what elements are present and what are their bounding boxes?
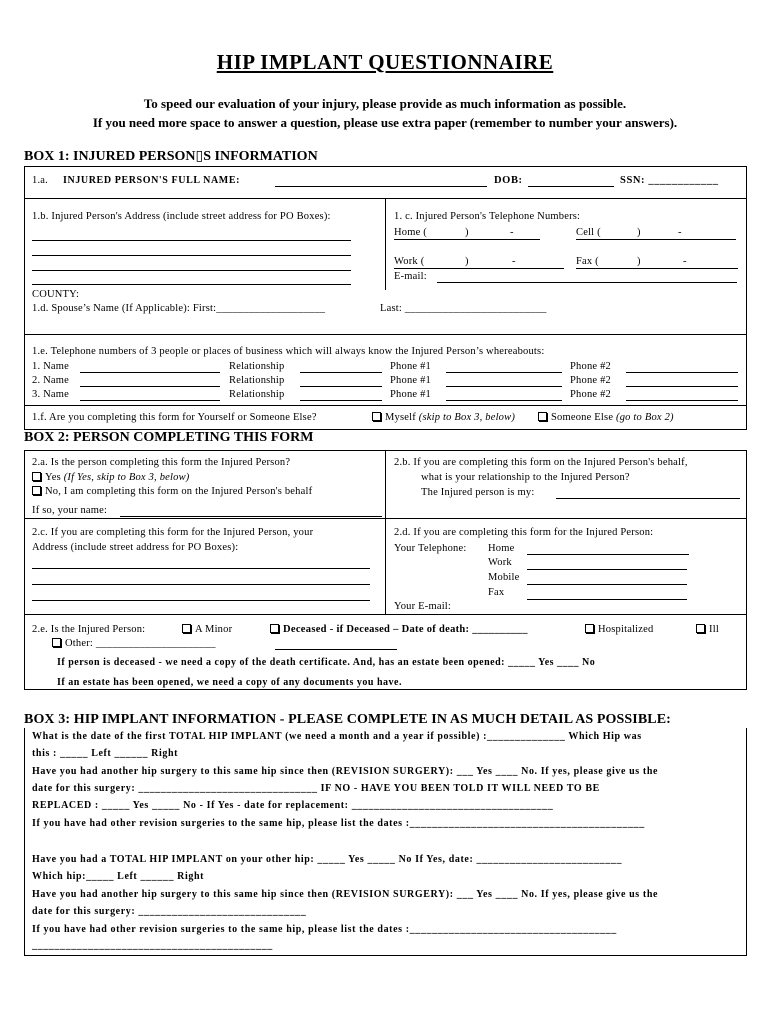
estate-note: If an estate has been opened, we need a copy of any documents you have. bbox=[57, 677, 402, 688]
other-label: Other: ______________________ bbox=[65, 638, 216, 649]
box3-heading: BOX 3: HIP IMPLANT INFORMATION - PLEASE COMPLETE IN AS MUCH DETAIL AS POSSIBLE: bbox=[24, 712, 671, 727]
paren-close: ) bbox=[637, 256, 641, 267]
deceased-option[interactable] bbox=[270, 624, 528, 635]
box3-left-border bbox=[24, 728, 25, 956]
home-phone-label: Home ( bbox=[394, 227, 427, 238]
fax-label: Fax ( bbox=[576, 256, 599, 267]
phone1-field[interactable] bbox=[446, 400, 562, 401]
box3-line: If you have had other revision surgeries to the same hip, please list the dates :__________________________________________ bbox=[32, 818, 645, 829]
intro-line-1: To speed our evaluation of your injury, please provide as much information as possible. bbox=[143, 96, 627, 111]
divider bbox=[385, 198, 386, 290]
box3-line: REPLACED : _____ Yes _____ No - If Yes - date for replacement: ____________________________________ bbox=[32, 800, 554, 811]
phone2-label: Phone #2 bbox=[570, 361, 611, 372]
myself-option[interactable] bbox=[372, 412, 515, 423]
address-line-3[interactable] bbox=[32, 600, 370, 601]
contact-name-field[interactable] bbox=[80, 372, 220, 373]
contact-name-label: 3. Name bbox=[32, 389, 69, 400]
q1d-spouse-last[interactable]: Last: __________________________ bbox=[380, 303, 547, 314]
box3-line: What is the date of the first TOTAL HIP IMPLANT (we need a month and a year if possible) :______________ Which Hip was bbox=[32, 731, 642, 742]
your-telephone-label: Your Telephone: bbox=[394, 543, 467, 554]
q2a-label: 2.a. Is the person completing this form the Injured Person? bbox=[32, 457, 291, 468]
phone1-label: Phone #1 bbox=[390, 389, 431, 400]
q2c-line-1: 2.c. If you are completing this form for the Injured Person, your bbox=[32, 527, 314, 538]
tel-home-field[interactable] bbox=[527, 554, 689, 555]
yes-checkbox[interactable] bbox=[32, 472, 41, 481]
paren-close: ) bbox=[637, 227, 641, 238]
phone2-field[interactable] bbox=[626, 386, 738, 387]
email-label: E-mail: bbox=[394, 271, 427, 282]
address-line-2[interactable] bbox=[32, 584, 370, 585]
dash: - bbox=[683, 256, 687, 267]
someone-else-option[interactable] bbox=[538, 412, 674, 423]
q1a-label: INJURED PERSON'S FULL NAME: bbox=[63, 175, 241, 186]
relationship-label: Relationship bbox=[229, 361, 285, 372]
hospitalized-label: Hospitalized bbox=[598, 624, 654, 635]
yes-option[interactable] bbox=[32, 472, 189, 483]
address-line-2[interactable] bbox=[32, 255, 351, 256]
phone2-label: Phone #2 bbox=[570, 389, 611, 400]
divider bbox=[385, 450, 386, 614]
tel-work-field[interactable] bbox=[527, 569, 687, 570]
address-line-1[interactable] bbox=[32, 568, 370, 569]
box3-line: Have you had a TOTAL HIP IMPLANT on your other hip: _____ Yes _____ No If Yes, date: __________________________ bbox=[32, 854, 623, 865]
other-option[interactable] bbox=[52, 638, 216, 649]
myself-note: (skip to Box 3, below) bbox=[418, 412, 516, 423]
cell-phone-field[interactable] bbox=[576, 239, 736, 240]
work-phone-field[interactable] bbox=[394, 268, 564, 269]
home-phone-field[interactable] bbox=[394, 239, 540, 240]
divider bbox=[24, 405, 747, 406]
box3-line: date for this surgery: ______________________________ bbox=[32, 906, 307, 917]
tel-work-label: Work bbox=[488, 557, 512, 568]
minor-option[interactable] bbox=[182, 624, 232, 635]
box3-line: this : _____ Left ______ Right bbox=[32, 748, 179, 759]
dash: - bbox=[512, 256, 516, 267]
no-option[interactable] bbox=[32, 486, 312, 497]
fax-field[interactable] bbox=[576, 268, 738, 269]
tel-fax-label: Fax bbox=[488, 587, 505, 598]
address-line-4[interactable] bbox=[32, 284, 351, 285]
q1e-label: 1.e. Telephone numbers of 3 people or places of business which will always know the Injured Person’s whereabouts: bbox=[32, 346, 545, 357]
phone1-field[interactable] bbox=[446, 386, 562, 387]
county-label: COUNTY: bbox=[32, 289, 80, 300]
contact-name-field[interactable] bbox=[80, 386, 220, 387]
box2-heading: BOX 2: PERSON COMPLETING THIS FORM bbox=[24, 430, 314, 445]
q2c-line-2: Address (include street address for PO Boxes): bbox=[32, 542, 239, 553]
myself-label: Myself bbox=[385, 412, 416, 423]
q1a-number: 1.a. bbox=[32, 175, 48, 186]
q2d-label: 2.d. If you are completing this form for the Injured Person: bbox=[394, 527, 654, 538]
phone1-label: Phone #1 bbox=[390, 375, 431, 386]
phone2-field[interactable] bbox=[626, 372, 738, 373]
box3-line: ___________________________________________ bbox=[32, 940, 273, 951]
intro-line-2: If you need more space to answer a question, please use extra paper (remember to number your answers). bbox=[92, 115, 678, 130]
phone1-field[interactable] bbox=[446, 372, 562, 373]
phone2-field[interactable] bbox=[626, 400, 738, 401]
relationship-field[interactable] bbox=[300, 386, 382, 387]
paren-close: ) bbox=[465, 227, 469, 238]
phone1-label: Phone #1 bbox=[390, 361, 431, 372]
divider bbox=[24, 334, 747, 335]
ifso-label: If so, your name: bbox=[32, 505, 108, 516]
relationship-field[interactable] bbox=[556, 498, 740, 499]
divider bbox=[24, 614, 747, 615]
someone-else-checkbox[interactable] bbox=[538, 412, 547, 421]
ill-label: Ill bbox=[709, 624, 719, 635]
dash: - bbox=[678, 227, 682, 238]
no-checkbox[interactable] bbox=[32, 486, 41, 495]
box3-bottom-border bbox=[24, 955, 747, 956]
other-checkbox[interactable] bbox=[52, 638, 61, 647]
address-line-1[interactable] bbox=[32, 240, 351, 241]
q2e-label: 2.e. Is the Injured Person: bbox=[32, 624, 146, 635]
someone-else-note: (go to Box 2) bbox=[616, 412, 674, 423]
box3-line: If you have had other revision surgeries to the same hip, please list the dates :_____________________________________ bbox=[32, 924, 617, 935]
box3-line: date for this surgery: ________________________________ IF NO - HAVE YOU BEEN TOLD IT WILL NEED TO BE bbox=[32, 783, 600, 794]
deceased-note: If person is deceased - we need a copy of the death certificate. And, has an estate been opened: _____ Yes ____ No bbox=[57, 657, 596, 668]
q1d-spouse-first[interactable]: 1.d. Spouse’s Name (If Applicable): First:____________________ bbox=[32, 303, 326, 314]
yes-note: (If Yes, skip to Box 3, below) bbox=[63, 472, 190, 483]
paren-close: ) bbox=[465, 256, 469, 267]
dob-field[interactable] bbox=[528, 186, 614, 187]
q1c-label: 1. c. Injured Person's Telephone Numbers: bbox=[394, 211, 581, 222]
work-phone-label: Work ( bbox=[394, 256, 425, 267]
contact-name-label: 1. Name bbox=[32, 361, 69, 372]
myself-checkbox[interactable] bbox=[372, 412, 381, 421]
no-label: No, I am completing this form on the Injured Person's behalf bbox=[45, 486, 313, 497]
hospitalized-option[interactable] bbox=[585, 624, 653, 635]
tel-home-label: Home bbox=[488, 543, 515, 554]
ssn-field[interactable]: SSN: ____________ bbox=[620, 175, 719, 186]
minor-checkbox[interactable] bbox=[182, 624, 191, 633]
q1f-label: 1.f. Are you completing this form for Yourself or Someone Else? bbox=[32, 412, 317, 423]
q2b-line-3: The Injured person is my: bbox=[421, 487, 535, 498]
contact-name-label: 2. Name bbox=[32, 375, 69, 386]
phone2-label: Phone #2 bbox=[570, 375, 611, 386]
hospitalized-checkbox[interactable] bbox=[585, 624, 594, 633]
box3-line: Have you had another hip surgery to this same hip since then (REVISION SURGERY): ___ Yes ____ No. If yes, please give us the bbox=[32, 766, 659, 777]
relationship-label: Relationship bbox=[229, 375, 285, 386]
deceased-checkbox[interactable] bbox=[270, 624, 279, 633]
ill-checkbox[interactable] bbox=[696, 624, 705, 633]
contact-name-field[interactable] bbox=[80, 400, 220, 401]
tel-mobile-label: Mobile bbox=[488, 572, 520, 583]
full-name-field[interactable] bbox=[275, 186, 487, 187]
your-name-field[interactable] bbox=[120, 516, 382, 517]
box3-line: Which hip:_____ Left ______ Right bbox=[32, 871, 205, 882]
tel-mobile-field[interactable] bbox=[527, 584, 687, 585]
tel-fax-field[interactable] bbox=[527, 599, 687, 600]
box3-right-border bbox=[746, 728, 747, 956]
ill-option[interactable] bbox=[696, 624, 719, 635]
q2b-line-2: what is your relationship to the Injured Person? bbox=[421, 472, 630, 483]
other-field[interactable] bbox=[275, 649, 397, 650]
q1b-label: 1.b. Injured Person's Address (include street address for PO Boxes): bbox=[32, 211, 331, 222]
minor-label: A Minor bbox=[195, 624, 233, 635]
relationship-field[interactable] bbox=[300, 372, 382, 373]
someone-else-label: Someone Else bbox=[551, 412, 614, 423]
relationship-label: Relationship bbox=[229, 389, 285, 400]
cell-phone-label: Cell ( bbox=[576, 227, 601, 238]
q2b-line-1: 2.b. If you are completing this form on the Injured Person's behalf, bbox=[394, 457, 688, 468]
address-line-3[interactable] bbox=[32, 270, 351, 271]
dash: - bbox=[510, 227, 514, 238]
dob-label: DOB: bbox=[494, 175, 523, 186]
email-field[interactable] bbox=[437, 282, 737, 283]
box3-line: Have you had another hip surgery to this same hip since then (REVISION SURGERY): ___ Yes ____ No. If yes, please give us the bbox=[32, 889, 659, 900]
relationship-field[interactable] bbox=[300, 400, 382, 401]
page-title: HIP IMPLANT QUESTIONNAIRE bbox=[216, 50, 554, 74]
deceased-label: Deceased - if Deceased – Date of death: __________ bbox=[283, 624, 528, 635]
your-email-label: Your E-mail: bbox=[394, 601, 452, 612]
box1-heading: BOX 1: INJURED PERSON▯S INFORMATION bbox=[24, 149, 318, 164]
yes-label: Yes bbox=[45, 472, 61, 483]
